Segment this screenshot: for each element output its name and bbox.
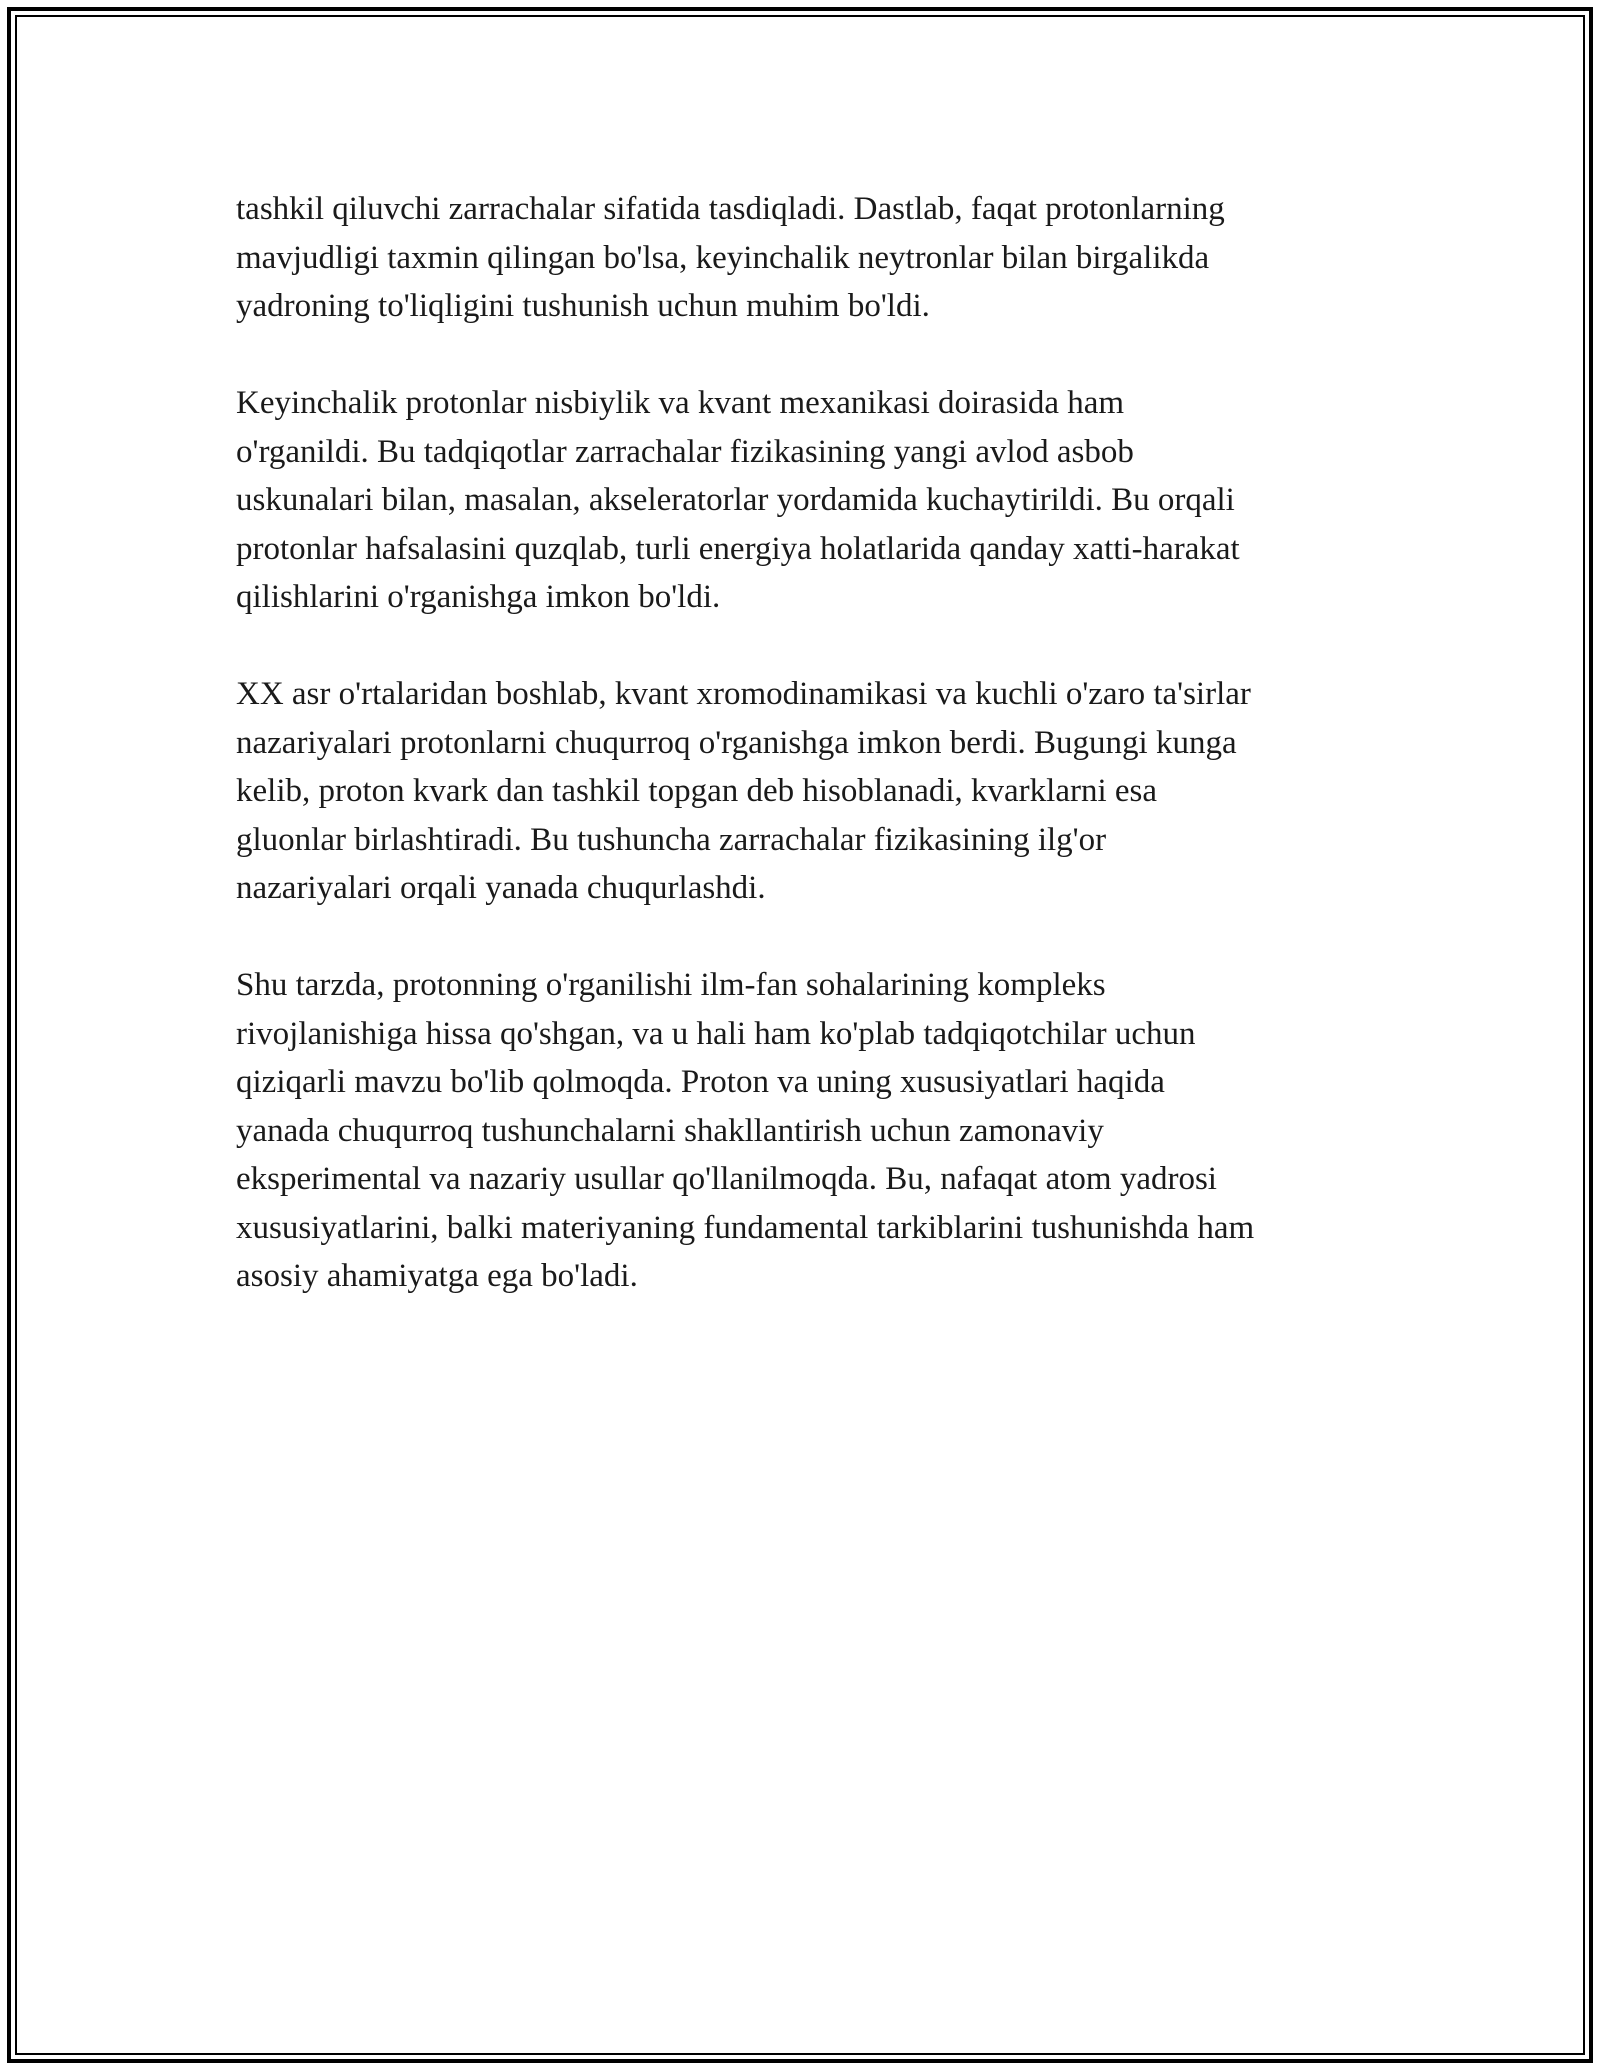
text-line: gluonlar birlashtiradi. Bu tushuncha zarrachalar fizikasining ilg'or [236,821,1107,858]
paragraph-3 [236,670,1396,913]
text-line: qilishlarini o'rganishga imkon bo'ldi. [236,579,721,615]
text-line: Shu tarzda, protonning o'rganilishi ilm-fan sohalarining kompleks [236,967,1106,1003]
paragraph-4 [236,961,1396,1301]
text-line: tashkil qiluvchi zarrachalar sifatida tasdiqladi. Dastlab, faqat protonlarning [236,191,1225,227]
paragraph-1 [236,185,1396,331]
text-line: rivojlanishiga hissa qo'shgan, va u hali ham ko'plab tadqiqotchilar uchun [236,1015,1196,1052]
text-line: qiziqarli mavzu bo'lib qolmoqda. Proton va uning xususiyatlari haqida [236,1064,1165,1100]
text-line: yanada chuqurroq tushunchalarni shakllantirish uchun zamonaviy [236,1112,1104,1149]
document-body [236,185,1396,1349]
text-line: XX asr o'rtalaridan boshlab, kvant xromodinamikasi va kuchli o'zaro ta'sirlar [236,676,1251,712]
text-line: nazariyalari protonlarni chuqurroq o'rganishga imkon berdi. Bugungi kunga [236,724,1237,761]
text-line: xususiyatlarini, balki materiyaning fundamental tarkiblarini tushunishda ham [236,1209,1255,1246]
text-line: eksperimental va nazariy usullar qo'llanilmoqda. Bu, nafaqat atom yadrosi [236,1161,1217,1197]
text-line: Keyinchalik protonlar nisbiylik va kvant mexanikasi doirasida ham [236,385,1125,421]
text-line: o'rganildi. Bu tadqiqotlar zarrachalar fizikasining yangi avlod asbob [236,433,1134,470]
text-line: protonlar hafsalasini quzqlab, turli energiya holatlarida qanday xatti-harakat [236,530,1240,567]
text-line: nazariyalari orqali yanada chuqurlashdi. [236,870,766,906]
text-line: uskunalari bilan, masalan, akseleratorlar yordamida kuchaytirildi. Bu orqali [236,482,1235,518]
text-line: yadroning to'liqligini tushunish uchun muhim bo'ldi. [236,288,930,324]
text-line: mavjudligi taxmin qilingan bo'lsa, keyinchalik neytronlar bilan birgalikda [236,239,1210,276]
paragraph-2 [236,379,1396,622]
text-line: kelib, proton kvark dan tashkil topgan deb hisoblanadi, kvarklarni esa [236,773,1158,809]
text-line: asosiy ahamiyatga ega bo'ladi. [236,1258,638,1294]
